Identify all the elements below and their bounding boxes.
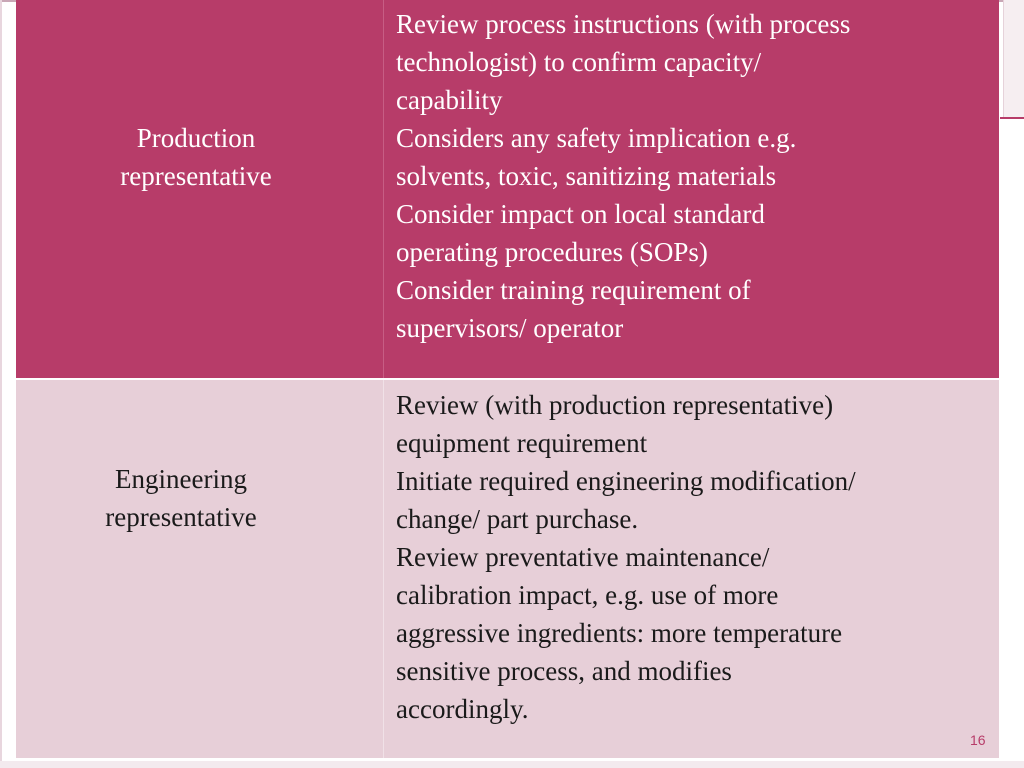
slide-accent-bar bbox=[1003, 0, 1024, 118]
description-cell bbox=[396, 386, 996, 764]
role-label: Engineering representative bbox=[105, 464, 257, 532]
description-line: Consider impact on local standard bbox=[396, 199, 765, 229]
description-line: capability bbox=[396, 85, 503, 115]
description-line: Review process instructions (with process bbox=[396, 9, 851, 39]
description-line: aggressive ingredients: more temperature bbox=[396, 618, 843, 648]
description-line: Initiate required engineering modification/ bbox=[396, 466, 856, 496]
slide-frame-left bbox=[0, 0, 2, 768]
column-divider bbox=[383, 0, 384, 378]
description-line: calibration impact, e.g. use of more bbox=[396, 580, 779, 610]
description-line: Review (with production representative) bbox=[396, 390, 834, 420]
column-divider bbox=[383, 380, 384, 758]
description-line: change/ part purchase. bbox=[396, 504, 639, 534]
description-line: Consider training requirement of bbox=[396, 275, 751, 305]
description-line: sensitive process, and modifies bbox=[396, 656, 732, 686]
role-label: Production representative bbox=[120, 123, 272, 191]
description-line: Considers any safety implication e.g. bbox=[396, 123, 797, 153]
description-line: solvents, toxic, sanitizing materials bbox=[396, 161, 777, 191]
description-line: supervisors/ operator bbox=[396, 313, 624, 343]
description-cell bbox=[396, 5, 996, 383]
role-cell bbox=[16, 0, 383, 378]
description-line: equipment requirement bbox=[396, 428, 648, 458]
description-line: technologist) to confirm capacity/ bbox=[396, 47, 762, 77]
role-cell bbox=[16, 380, 383, 758]
description-line: Review preventative maintenance/ bbox=[396, 542, 770, 572]
description-line: accordingly. bbox=[396, 694, 529, 724]
responsibilities-table bbox=[16, 0, 999, 758]
table-row-production bbox=[16, 0, 999, 378]
slide-accent-line bbox=[1000, 117, 1024, 119]
table-row-engineering bbox=[16, 380, 999, 758]
description-line: operating procedures (SOPs) bbox=[396, 237, 708, 267]
page-number: 16 bbox=[970, 732, 986, 748]
